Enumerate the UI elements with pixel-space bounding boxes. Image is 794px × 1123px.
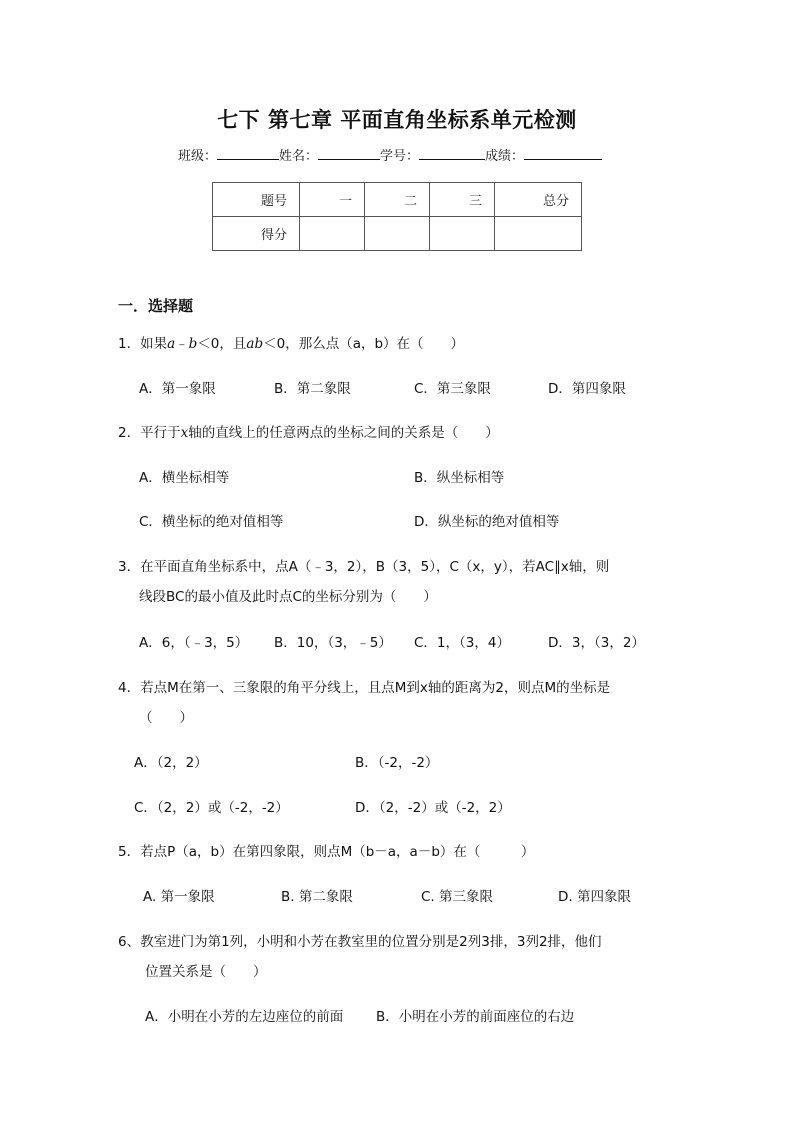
q6-option-a: A．小明在小芳的左边座位的前面 (145, 1009, 344, 1025)
q6-option-b: B．小明在小芳的前面座位的右边 (376, 1009, 575, 1025)
table-cell: 得分 (213, 217, 300, 251)
id-blank (419, 146, 485, 160)
q5-option-c: C. 第三象限 (421, 889, 494, 905)
name-blank (318, 146, 380, 160)
table-cell (430, 217, 495, 251)
q4-option-a: A．（2，2） (134, 755, 208, 771)
question-3-line-2: 线段BC的最小值及此时点C的坐标分别为（ ） (139, 589, 437, 605)
question-6-line-2: 位置关系是（ ） (145, 964, 267, 980)
q1-var-a: a (167, 336, 176, 352)
table-cell (365, 217, 430, 251)
q4-option-b: B．（-2，-2） (355, 755, 439, 771)
student-info-line (178, 145, 602, 164)
table-cell (495, 217, 582, 251)
question-6-line-1: 6、教室进门为第1列，小明和小芳在教室里的位置分别是2列3排，3列2排，他们 (118, 934, 602, 950)
q2-option-d: D．纵坐标的绝对值相等 (414, 514, 560, 530)
q2-option-b: B．纵坐标相等 (414, 470, 505, 486)
q1-mid1: ﹣ (175, 336, 189, 352)
q1-option-c: C．第三象限 (414, 381, 491, 397)
table-row (213, 217, 582, 251)
page-title: 七下 第七章 平面直角坐标系单元检测 (217, 107, 577, 132)
name-label: 姓名： (279, 149, 319, 164)
q4-option-c: C．（2，2）或（-2，-2） (134, 800, 289, 816)
score-blank (524, 146, 602, 160)
score-table (212, 182, 582, 251)
table-row (213, 183, 582, 217)
score-label: 成绩： (485, 149, 525, 164)
q1-mid2: ＜0，且 (197, 336, 247, 352)
id-label: 学号： (380, 149, 420, 164)
q3-option-b: B．10，（3，﹣5） (274, 635, 392, 651)
question-2 (118, 421, 499, 441)
table-cell: 一 (300, 183, 365, 217)
q1-option-b: B．第二象限 (274, 381, 351, 397)
q5-option-b: B. 第二象限 (281, 889, 353, 905)
q3-option-d: D．3，（3，2） (548, 635, 645, 651)
q5-option-a: A. 第一象限 (143, 889, 215, 905)
q1-var-ab: ab (246, 336, 264, 352)
q1-post: ＜0，那么点（a，b）在（ ） (263, 336, 465, 352)
section-heading: 一．选择题 (118, 297, 194, 315)
question-5: 5．若点P（a，b）在第四象限，则点M（b－a，a－b）在（ ） (118, 844, 535, 860)
q1-var-b: b (188, 336, 198, 352)
question-4-line-1: 4．若点M在第一、三象限的角平分线上，且点M到x轴的距离为2，则点M的坐标是 (118, 680, 611, 696)
table-cell (300, 217, 365, 251)
table-cell: 题号 (213, 183, 300, 217)
table-cell: 总分 (495, 183, 582, 217)
q1-pre: 1．如果 (118, 336, 168, 352)
q1-option-d: D．第四象限 (548, 381, 626, 397)
q2-option-a: A．横坐标相等 (139, 470, 230, 486)
question-1 (118, 332, 464, 352)
q2-post: 轴的直线上的任意两点的坐标之间的关系是（ ） (188, 425, 499, 441)
table-cell: 二 (365, 183, 430, 217)
class-blank (217, 146, 279, 160)
q2-pre: 2．平行于 (118, 425, 181, 441)
q2-var-x: x (180, 425, 189, 441)
question-3-line-1: 3．在平面直角坐标系中，点A（﹣3，2），B（3，5），C（x，y），若AC∥x轴，则 (118, 559, 610, 575)
q2-option-c: C．横坐标的绝对值相等 (139, 514, 284, 530)
q1-option-a: A．第一象限 (139, 381, 216, 397)
q3-option-a: A．6，（﹣3，5） (139, 635, 249, 651)
q4-option-d: D．（2，-2）或（-2，2） (355, 800, 511, 816)
q3-option-c: C．1，（3，4） (414, 635, 510, 651)
question-4-line-2: （ ） (139, 710, 193, 726)
class-label: 班级： (178, 149, 218, 164)
q5-option-d: D. 第四象限 (558, 889, 631, 905)
table-cell: 三 (430, 183, 495, 217)
